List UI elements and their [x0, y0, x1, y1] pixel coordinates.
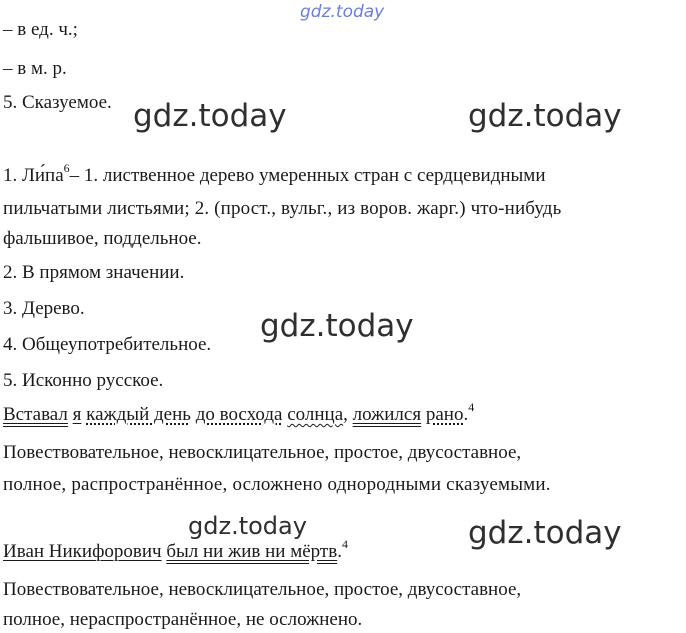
attribute-word: солнца	[287, 404, 344, 425]
watermark: gdz.today	[468, 98, 622, 134]
watermark: gdz.today	[260, 308, 414, 344]
analysis-item: 5. Исконно русское.	[3, 370, 164, 391]
analysis-item: 3. Дерево.	[3, 298, 85, 319]
subject-word: я	[72, 404, 82, 425]
watermark-top: gdz.today	[300, 2, 385, 22]
text-line: – в м. р.	[3, 58, 67, 79]
predicate-word: был ни жив ни мёртв	[166, 541, 338, 562]
text-line: – в ед. ч.;	[3, 19, 78, 40]
watermark: gdz.today	[188, 512, 307, 540]
adverbial-word: каждый день	[86, 404, 191, 425]
adverbial-word: до восхода	[195, 404, 283, 425]
analysis-line: Повествовательное, невосклицательное, простое, двусоставное,	[3, 442, 522, 463]
predicate-word: ложился	[352, 404, 422, 425]
definition-headword: 1. $Ли́па^6-$ 1. лиственное дерево умеренных стран с сердцевидными	[3, 160, 546, 186]
footnote-mark: 4	[468, 399, 475, 414]
analysis-line: Повествовательное, невосклицательное, простое, двусоставное,	[3, 579, 522, 600]
watermark: gdz.today	[468, 515, 622, 551]
definition-line: фальшивое, поддельное.	[3, 228, 202, 249]
definition-line	[3, 160, 683, 187]
footnote-mark: 4	[341, 536, 348, 551]
definition-line: пильчатыми листьями; 2. (прост., вульг., из воров. жарг.) что-нибудь	[3, 198, 562, 219]
watermark: gdz.today	[133, 98, 287, 134]
subject-word: Иван Никифорович	[3, 541, 162, 562]
parsed-sentence: Вставал я каждый день до восхода солнца, ложился рано.$^4$	[3, 399, 475, 425]
adverbial-word: рано	[425, 404, 464, 425]
predicate-word: Вставал	[3, 404, 68, 425]
analysis-line: полное, нераспространённое, не осложнено.	[3, 609, 363, 630]
footnote-mark: 6	[63, 160, 70, 175]
analysis-item: 2. В прямом значении.	[3, 262, 185, 283]
parsed-sentence: Иван Никифорович был ни жив ни мёртв.$^4$	[3, 536, 348, 562]
text-line: 5. Сказуемое.	[3, 92, 112, 113]
analysis-item: 4. Общеупотребительное.	[3, 334, 212, 355]
analysis-line: полное, распространённое, осложнено однородными сказуемыми.	[3, 474, 551, 495]
